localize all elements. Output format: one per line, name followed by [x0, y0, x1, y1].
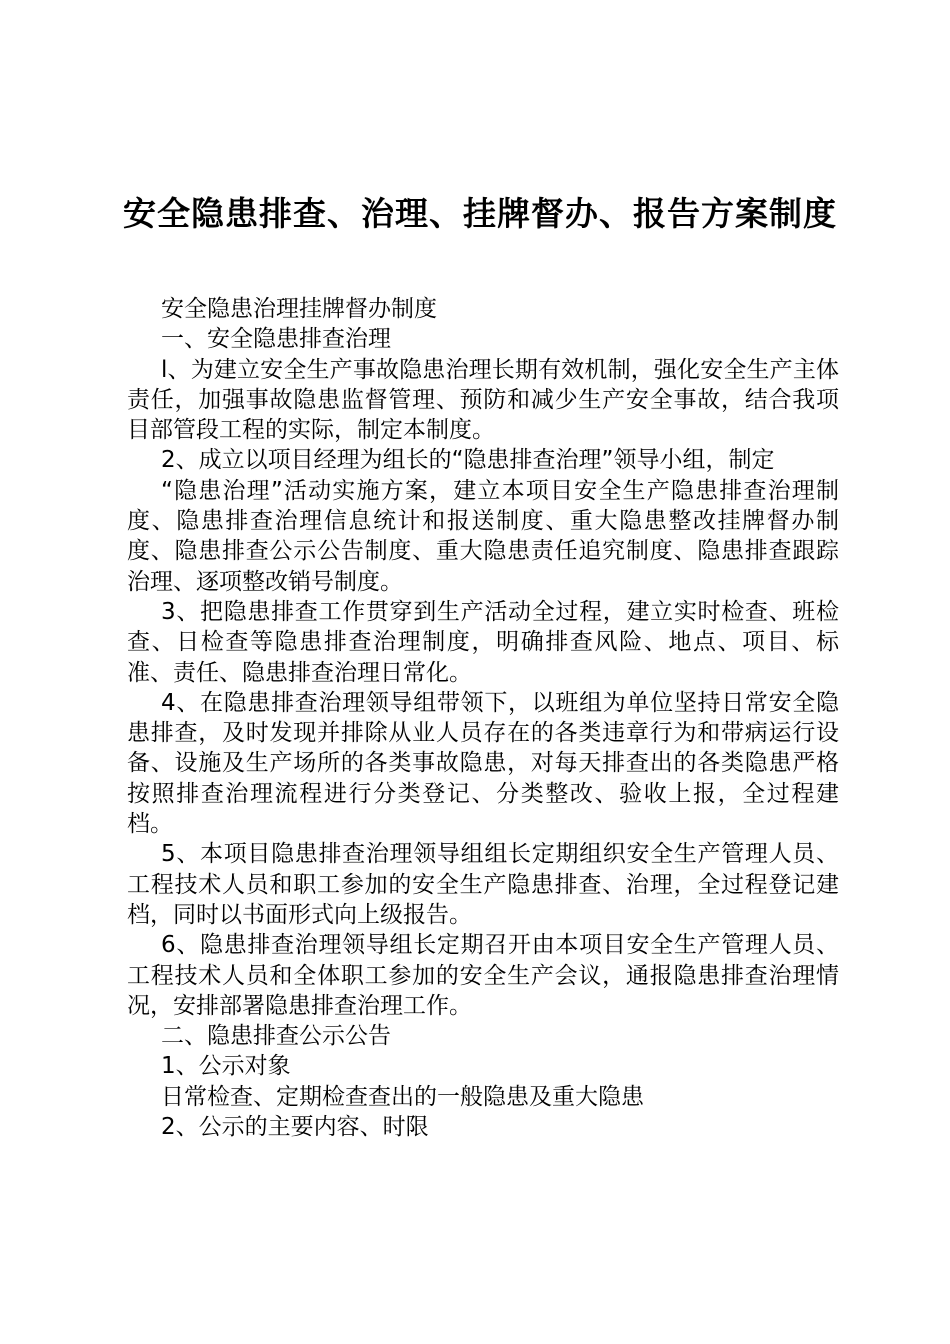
subheading-disclosure-target: 1、公示对象: [161, 1053, 291, 1080]
paragraph-item-1: l、为建立安全生产事故隐患治理长期有效机制，强化安全生产主体责任，加强事故隐患监督管理、预防和减少生产安全事故，结合我项目部管段工程的实际，制定本制度。: [127, 356, 839, 444]
section-heading-1: 一、安全隐患排查治理: [161, 326, 391, 353]
paragraph-disclosure-target: 日常检查、定期检查查出的一般隐患及重大隐患: [161, 1083, 644, 1110]
paragraph-item-4: 4、在隐患排查治理领导组带领下，以班组为单位坚持日常安全隐患排查，及时发现并排除从业人员存在的各类违章行为和带病运行设备、设施及生产场所的各类事故隐患，对每天排查出的各类隐患严格按照排查治理流程进行分类登记、分类整改、验收上报，全过程建档。: [127, 689, 839, 838]
document-title: 安全隐患排查、治理、挂牌督办、报告方案制度: [123, 194, 837, 233]
paragraph-item-5: 5、本项目隐患排查治理领导组组长定期组织安全生产管理人员、工程技术人员和职工参加的安全生产隐患排查、治理，全过程登记建档，同时以书面形式向上级报告。: [127, 841, 839, 928]
paragraph-item-2: 2、成立以项目经理为组长的“隐患排查治理”领导小组，制定: [161, 447, 775, 474]
section-subtitle: 安全隐患治理挂牌督办制度: [161, 296, 437, 322]
paragraph-item-2-continued: “隐患治理”活动实施方案，建立本项目安全生产隐患排查治理制度、隐患排查治理信息统计和报送制度、重大隐患整改挂牌督办制度、隐患排查公示公告制度、重大隐患责任追究制度、隐患排查跟踪治理、逐项整改销号制度。: [127, 477, 839, 595]
paragraph-item-3: 3、把隐患排查工作贯穿到生产活动全过程，建立实时检查、班检查、日检查等隐患排查治理制度，明确排查风险、地点、项目、标准、责任、隐患排查治理日常化。: [127, 598, 839, 686]
paragraph-item-6: 6、隐患排查治理领导组长定期召开由本项目安全生产管理人员、工程技术人员和全体职工参加的安全生产会议，通报隐患排查治理情况，安排部署隐患排查治理工作。: [127, 932, 839, 1019]
document-body: [127, 294, 839, 1142]
section-heading-2: 二、隐患排查公示公告: [161, 1023, 391, 1050]
subheading-disclosure-content: 2、公示的主要内容、时限: [161, 1114, 429, 1141]
